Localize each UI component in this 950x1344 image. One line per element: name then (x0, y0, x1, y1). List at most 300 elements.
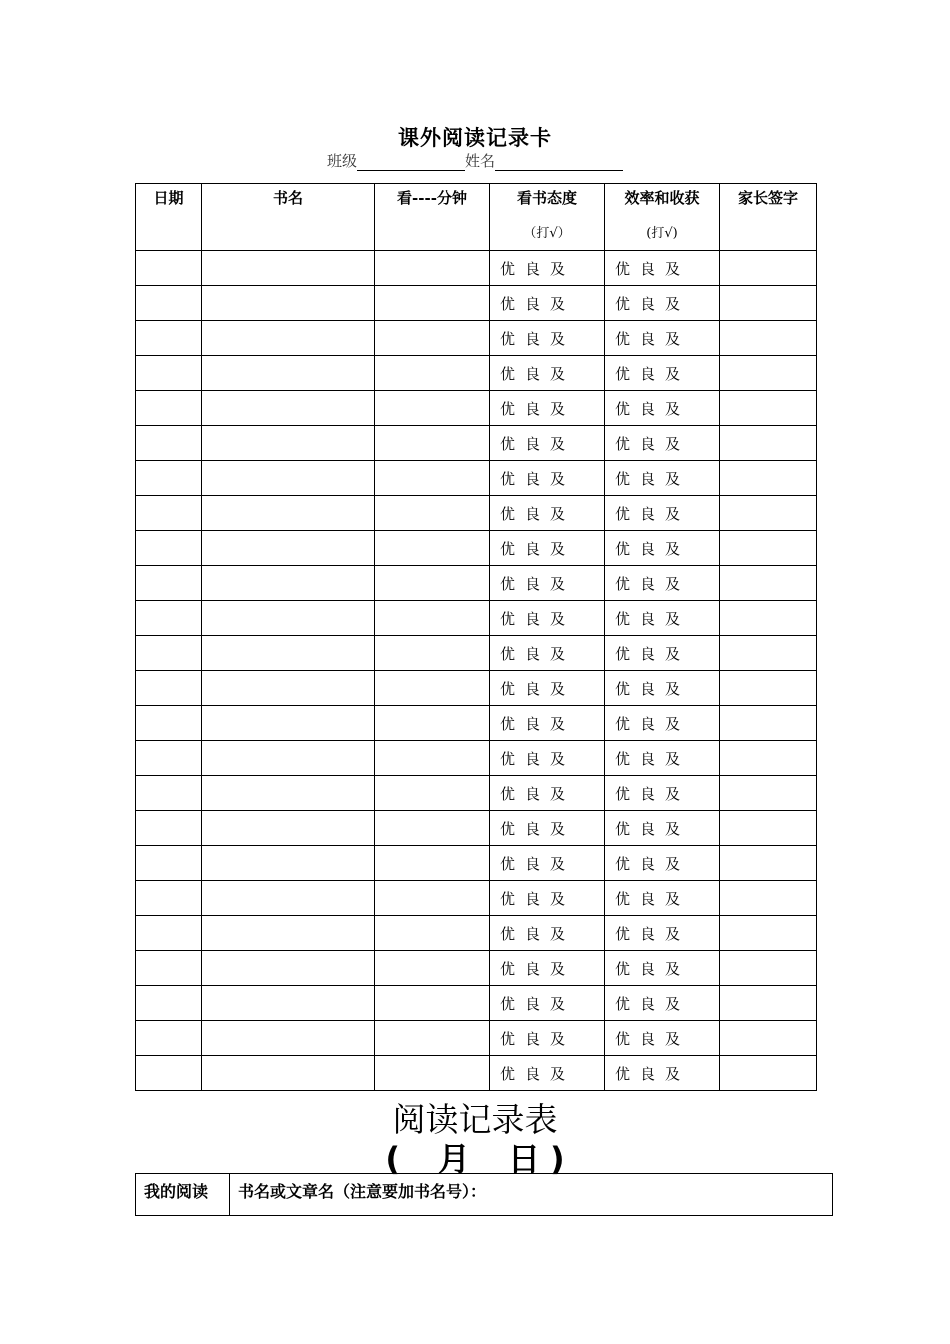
name-blank[interactable] (495, 156, 623, 171)
grade-option[interactable]: 及 (550, 434, 566, 453)
signature-cell[interactable] (720, 286, 817, 321)
grade-option[interactable]: 及 (550, 1029, 566, 1048)
book-cell[interactable] (202, 286, 375, 321)
date-cell[interactable] (136, 636, 202, 671)
efficiency-cell[interactable] (605, 881, 720, 916)
attitude-cell[interactable] (490, 1056, 605, 1091)
class-label: 班级 (326, 152, 357, 170)
grade-option[interactable]: 良 (640, 329, 656, 348)
grade-option[interactable]: 良 (525, 609, 541, 628)
efficiency-cell[interactable] (605, 776, 720, 811)
grade-option[interactable]: 良 (640, 644, 656, 663)
grade-option[interactable]: 及 (550, 329, 566, 348)
signature-cell[interactable] (720, 461, 817, 496)
signature-cell[interactable] (720, 671, 817, 706)
grade-option[interactable]: 良 (640, 259, 656, 278)
grade-option[interactable]: 及 (665, 469, 681, 488)
grade-option[interactable]: 及 (665, 784, 681, 803)
date-cell[interactable] (136, 601, 202, 636)
attitude-cell[interactable] (490, 566, 605, 601)
minutes-cell[interactable] (375, 951, 490, 986)
grade-option[interactable]: 良 (525, 784, 541, 803)
grade-option[interactable]: 良 (525, 329, 541, 348)
minutes-cell[interactable] (375, 881, 490, 916)
grade-option[interactable]: 优 (615, 434, 631, 453)
grade-option[interactable]: 良 (640, 574, 656, 593)
grade-option[interactable]: 及 (665, 819, 681, 838)
grade-option[interactable]: 优 (500, 259, 516, 278)
grade-option[interactable]: 优 (615, 994, 631, 1013)
attitude-cell[interactable] (490, 881, 605, 916)
attitude-cell[interactable] (490, 531, 605, 566)
date-cell[interactable] (136, 251, 202, 286)
signature-cell[interactable] (720, 636, 817, 671)
efficiency-cell[interactable] (605, 1021, 720, 1056)
date-cell[interactable] (136, 846, 202, 881)
grade-option[interactable]: 良 (640, 679, 656, 698)
grade-option[interactable]: 优 (500, 679, 516, 698)
efficiency-cell[interactable] (605, 671, 720, 706)
reading-record-table (135, 183, 817, 1091)
grade-option[interactable]: 及 (550, 924, 566, 943)
grade-option[interactable]: 及 (665, 644, 681, 663)
grade-option[interactable]: 及 (665, 889, 681, 908)
grade-option[interactable]: 良 (525, 644, 541, 663)
grade-option[interactable]: 良 (525, 1029, 541, 1048)
attitude-cell[interactable] (490, 356, 605, 391)
grade-option[interactable]: 优 (615, 294, 631, 313)
signature-cell[interactable] (720, 566, 817, 601)
attitude-cell[interactable] (490, 706, 605, 741)
grade-option[interactable]: 优 (615, 644, 631, 663)
grade-option[interactable]: 优 (500, 644, 516, 663)
grade-option[interactable]: 及 (665, 679, 681, 698)
attitude-cell[interactable] (490, 776, 605, 811)
grade-option[interactable]: 良 (640, 749, 656, 768)
grade-option[interactable]: 及 (550, 1064, 566, 1083)
minutes-cell[interactable] (375, 601, 490, 636)
book-cell[interactable] (202, 846, 375, 881)
grade-option[interactable]: 及 (665, 994, 681, 1013)
grade-option[interactable]: 良 (525, 259, 541, 278)
grade-option[interactable]: 良 (525, 399, 541, 418)
grade-option[interactable]: 优 (500, 889, 516, 908)
grade-option[interactable]: 优 (615, 784, 631, 803)
attitude-cell[interactable] (490, 391, 605, 426)
efficiency-cell[interactable] (605, 391, 720, 426)
attitude-cell[interactable] (490, 636, 605, 671)
signature-cell[interactable] (720, 846, 817, 881)
minutes-cell[interactable] (375, 321, 490, 356)
date-cell[interactable] (136, 566, 202, 601)
book-cell[interactable] (202, 461, 375, 496)
grade-option[interactable]: 及 (550, 539, 566, 558)
attitude-cell[interactable] (490, 251, 605, 286)
grade-option[interactable]: 良 (640, 1029, 656, 1048)
efficiency-cell[interactable] (605, 986, 720, 1021)
attitude-cell[interactable] (490, 601, 605, 636)
minutes-cell[interactable] (375, 636, 490, 671)
date-cell[interactable] (136, 951, 202, 986)
grade-option[interactable]: 及 (665, 1029, 681, 1048)
efficiency-cell[interactable] (605, 811, 720, 846)
book-cell[interactable] (202, 251, 375, 286)
minutes-cell[interactable] (375, 811, 490, 846)
grade-option[interactable]: 及 (550, 399, 566, 418)
grade-option[interactable]: 优 (615, 364, 631, 383)
date-cell[interactable] (136, 881, 202, 916)
grade-option[interactable]: 优 (615, 399, 631, 418)
date-cell[interactable] (136, 1021, 202, 1056)
grade-option[interactable]: 优 (615, 1029, 631, 1048)
signature-cell[interactable] (720, 951, 817, 986)
minutes-cell[interactable] (375, 461, 490, 496)
efficiency-cell[interactable] (605, 951, 720, 986)
grade-option[interactable]: 良 (525, 364, 541, 383)
grade-option[interactable]: 优 (500, 609, 516, 628)
signature-cell[interactable] (720, 321, 817, 356)
date-cell[interactable] (136, 741, 202, 776)
book-cell[interactable] (202, 671, 375, 706)
book-title-field[interactable]: 书名或文章名（注意要加书名号）： (230, 1174, 833, 1216)
grade-option[interactable]: 优 (500, 329, 516, 348)
table-header-row (136, 184, 817, 251)
signature-cell[interactable] (720, 916, 817, 951)
grade-option[interactable]: 及 (665, 364, 681, 383)
grade-option[interactable]: 良 (640, 784, 656, 803)
grade-option[interactable]: 及 (665, 259, 681, 278)
grade-option[interactable]: 良 (525, 994, 541, 1013)
my-reading-label: 我的阅读 (136, 1174, 230, 1216)
attitude-cell[interactable] (490, 426, 605, 461)
signature-cell[interactable] (720, 496, 817, 531)
minutes-cell[interactable] (375, 916, 490, 951)
grade-option[interactable]: 及 (665, 434, 681, 453)
grade-option[interactable]: 良 (525, 469, 541, 488)
efficiency-cell[interactable] (605, 1056, 720, 1091)
attitude-cell[interactable] (490, 1021, 605, 1056)
grade-option[interactable]: 及 (665, 854, 681, 873)
grade-option[interactable]: 良 (640, 924, 656, 943)
minutes-cell[interactable] (375, 846, 490, 881)
book-cell[interactable] (202, 636, 375, 671)
grade-option[interactable]: 优 (615, 819, 631, 838)
grade-option[interactable]: 优 (615, 609, 631, 628)
grade-option[interactable]: 优 (500, 1029, 516, 1048)
minutes-cell[interactable] (375, 671, 490, 706)
grade-option[interactable]: 优 (500, 364, 516, 383)
grade-option[interactable]: 及 (550, 469, 566, 488)
grade-option[interactable]: 良 (640, 1064, 656, 1083)
book-cell[interactable] (202, 566, 375, 601)
grade-option[interactable]: 良 (640, 469, 656, 488)
minutes-cell[interactable] (375, 391, 490, 426)
efficiency-cell[interactable] (605, 741, 720, 776)
grade-option[interactable]: 及 (550, 994, 566, 1013)
grade-option[interactable]: 及 (550, 714, 566, 733)
date-cell[interactable] (136, 986, 202, 1021)
grade-option[interactable]: 优 (500, 539, 516, 558)
grade-option[interactable]: 及 (550, 574, 566, 593)
minutes-cell[interactable] (375, 356, 490, 391)
book-cell[interactable] (202, 496, 375, 531)
grade-option[interactable]: 及 (550, 854, 566, 873)
grade-option[interactable]: 及 (550, 294, 566, 313)
minutes-cell[interactable] (375, 286, 490, 321)
grade-option[interactable]: 及 (550, 364, 566, 383)
grade-option[interactable]: 良 (640, 434, 656, 453)
grade-option[interactable]: 优 (500, 469, 516, 488)
efficiency-cell[interactable] (605, 496, 720, 531)
grade-option[interactable]: 良 (525, 574, 541, 593)
grade-option[interactable]: 良 (640, 364, 656, 383)
date-cell[interactable] (136, 356, 202, 391)
grade-option[interactable]: 优 (500, 399, 516, 418)
grade-option[interactable]: 优 (615, 854, 631, 873)
grade-option[interactable]: 优 (615, 539, 631, 558)
grade-option[interactable]: 及 (550, 784, 566, 803)
grade-option[interactable]: 及 (665, 574, 681, 593)
signature-cell[interactable] (720, 356, 817, 391)
header-minutes: 看----分钟 (375, 184, 490, 251)
grade-option[interactable]: 及 (665, 539, 681, 558)
grade-option[interactable]: 良 (640, 714, 656, 733)
grade-option[interactable]: 及 (665, 399, 681, 418)
minutes-cell[interactable] (375, 986, 490, 1021)
header-book: 书名 (202, 184, 375, 251)
grade-option[interactable]: 优 (615, 259, 631, 278)
minutes-cell[interactable] (375, 706, 490, 741)
book-cell[interactable] (202, 776, 375, 811)
grade-option[interactable]: 良 (640, 539, 656, 558)
minutes-cell[interactable] (375, 566, 490, 601)
book-cell[interactable] (202, 531, 375, 566)
signature-cell[interactable] (720, 881, 817, 916)
minutes-cell[interactable] (375, 426, 490, 461)
grade-option[interactable]: 优 (500, 819, 516, 838)
grade-option[interactable]: 优 (500, 924, 516, 943)
minutes-cell[interactable] (375, 1056, 490, 1091)
grade-option[interactable]: 良 (525, 924, 541, 943)
book-cell[interactable] (202, 811, 375, 846)
grade-option[interactable]: 良 (525, 749, 541, 768)
book-cell[interactable] (202, 1021, 375, 1056)
table-row (136, 566, 817, 601)
book-cell[interactable] (202, 916, 375, 951)
grade-option[interactable]: 及 (665, 1064, 681, 1083)
attitude-cell[interactable] (490, 951, 605, 986)
grade-option[interactable]: 良 (640, 504, 656, 523)
grade-option[interactable]: 及 (665, 294, 681, 313)
attitude-cell[interactable] (490, 286, 605, 321)
attitude-cell[interactable] (490, 811, 605, 846)
grade-option[interactable]: 良 (640, 399, 656, 418)
grade-option[interactable]: 及 (665, 924, 681, 943)
grade-option[interactable]: 及 (550, 504, 566, 523)
book-cell[interactable] (202, 1056, 375, 1091)
efficiency-cell[interactable] (605, 706, 720, 741)
minutes-cell[interactable] (375, 776, 490, 811)
class-blank[interactable] (357, 156, 465, 171)
efficiency-cell[interactable] (605, 636, 720, 671)
signature-cell[interactable] (720, 811, 817, 846)
efficiency-cell[interactable] (605, 846, 720, 881)
grade-option[interactable]: 良 (525, 294, 541, 313)
efficiency-cell[interactable] (605, 251, 720, 286)
date-cell[interactable] (136, 461, 202, 496)
grade-option[interactable]: 良 (525, 854, 541, 873)
date-cell[interactable] (136, 1056, 202, 1091)
date-cell[interactable] (136, 496, 202, 531)
date-cell[interactable] (136, 706, 202, 741)
grade-option[interactable]: 优 (500, 1064, 516, 1083)
grade-option[interactable]: 优 (500, 294, 516, 313)
date-cell[interactable] (136, 286, 202, 321)
signature-cell[interactable] (720, 391, 817, 426)
grade-option[interactable]: 良 (525, 959, 541, 978)
grade-option[interactable]: 良 (525, 679, 541, 698)
grade-option[interactable]: 良 (640, 889, 656, 908)
grade-option[interactable]: 良 (525, 504, 541, 523)
grade-option[interactable]: 及 (550, 959, 566, 978)
book-cell[interactable] (202, 601, 375, 636)
grade-option[interactable]: 优 (500, 434, 516, 453)
table-row (136, 741, 817, 776)
attitude-cell[interactable] (490, 916, 605, 951)
grade-option[interactable]: 良 (640, 294, 656, 313)
minutes-cell[interactable] (375, 1021, 490, 1056)
minutes-cell[interactable] (375, 251, 490, 286)
signature-cell[interactable] (720, 426, 817, 461)
grade-option[interactable]: 良 (640, 819, 656, 838)
date-cell[interactable] (136, 916, 202, 951)
signature-cell[interactable] (720, 1021, 817, 1056)
grade-option[interactable]: 优 (500, 994, 516, 1013)
book-cell[interactable] (202, 391, 375, 426)
signature-cell[interactable] (720, 706, 817, 741)
attitude-cell[interactable] (490, 846, 605, 881)
signature-cell[interactable] (720, 986, 817, 1021)
efficiency-cell[interactable] (605, 356, 720, 391)
date-cell[interactable] (136, 811, 202, 846)
grade-option[interactable]: 良 (525, 434, 541, 453)
book-cell[interactable] (202, 321, 375, 356)
book-cell[interactable] (202, 741, 375, 776)
grade-option[interactable]: 及 (550, 644, 566, 663)
grade-option[interactable]: 优 (615, 714, 631, 733)
grade-option[interactable]: 优 (500, 854, 516, 873)
efficiency-cell[interactable] (605, 321, 720, 356)
signature-cell[interactable] (720, 251, 817, 286)
grade-option[interactable]: 及 (550, 819, 566, 838)
header-date: 日期 (136, 184, 202, 251)
grade-option[interactable]: 优 (615, 504, 631, 523)
minutes-cell[interactable] (375, 741, 490, 776)
efficiency-cell[interactable] (605, 916, 720, 951)
grade-option[interactable]: 及 (550, 749, 566, 768)
grade-option[interactable]: 优 (500, 714, 516, 733)
grade-option[interactable]: 良 (525, 1064, 541, 1083)
efficiency-cell[interactable] (605, 426, 720, 461)
book-cell[interactable] (202, 426, 375, 461)
grade-option[interactable]: 优 (615, 924, 631, 943)
grade-option[interactable]: 优 (615, 1064, 631, 1083)
grade-option[interactable]: 良 (525, 819, 541, 838)
grade-option[interactable]: 良 (640, 994, 656, 1013)
grade-option[interactable]: 及 (550, 679, 566, 698)
signature-cell[interactable] (720, 741, 817, 776)
signature-cell[interactable] (720, 776, 817, 811)
grade-option[interactable]: 及 (550, 259, 566, 278)
grade-option[interactable]: 及 (665, 959, 681, 978)
grade-option[interactable]: 优 (615, 749, 631, 768)
efficiency-cell[interactable] (605, 461, 720, 496)
date-cell[interactable] (136, 426, 202, 461)
grade-option[interactable]: 优 (615, 889, 631, 908)
grade-option[interactable]: 优 (500, 749, 516, 768)
grade-option[interactable]: 优 (615, 679, 631, 698)
grade-option[interactable]: 及 (665, 329, 681, 348)
attitude-cell[interactable] (490, 741, 605, 776)
efficiency-cell[interactable] (605, 531, 720, 566)
grade-option[interactable]: 良 (525, 714, 541, 733)
grade-option[interactable]: 及 (665, 609, 681, 628)
signature-cell[interactable] (720, 1056, 817, 1091)
grade-option[interactable]: 优 (500, 504, 516, 523)
date-cell[interactable] (136, 391, 202, 426)
grade-option[interactable]: 优 (615, 469, 631, 488)
book-cell[interactable] (202, 356, 375, 391)
grade-option[interactable]: 及 (550, 889, 566, 908)
efficiency-cell[interactable] (605, 601, 720, 636)
grade-option[interactable]: 及 (665, 749, 681, 768)
attitude-cell[interactable] (490, 321, 605, 356)
grade-option[interactable]: 及 (550, 609, 566, 628)
grade-option[interactable]: 优 (500, 784, 516, 803)
book-cell[interactable] (202, 706, 375, 741)
minutes-cell[interactable] (375, 496, 490, 531)
efficiency-cell[interactable] (605, 286, 720, 321)
efficiency-cell[interactable] (605, 566, 720, 601)
attitude-cell[interactable] (490, 461, 605, 496)
grade-option[interactable]: 优 (500, 959, 516, 978)
date-cell[interactable] (136, 671, 202, 706)
book-cell[interactable] (202, 951, 375, 986)
signature-cell[interactable] (720, 531, 817, 566)
grade-option[interactable]: 良 (525, 539, 541, 558)
grade-option[interactable]: 优 (615, 959, 631, 978)
book-cell[interactable] (202, 986, 375, 1021)
date-cell[interactable] (136, 776, 202, 811)
signature-cell[interactable] (720, 601, 817, 636)
date-cell[interactable] (136, 321, 202, 356)
grade-option[interactable]: 良 (525, 889, 541, 908)
grade-option[interactable]: 优 (500, 574, 516, 593)
grade-option[interactable]: 良 (640, 609, 656, 628)
grade-option[interactable]: 及 (665, 714, 681, 733)
grade-option[interactable]: 良 (640, 959, 656, 978)
grade-option[interactable]: 优 (615, 329, 631, 348)
date-cell[interactable] (136, 531, 202, 566)
grade-option[interactable]: 良 (640, 854, 656, 873)
book-cell[interactable] (202, 881, 375, 916)
attitude-cell[interactable] (490, 671, 605, 706)
attitude-cell[interactable] (490, 496, 605, 531)
grade-option[interactable]: 及 (665, 504, 681, 523)
grade-option[interactable]: 优 (615, 574, 631, 593)
attitude-cell[interactable] (490, 986, 605, 1021)
minutes-cell[interactable] (375, 531, 490, 566)
